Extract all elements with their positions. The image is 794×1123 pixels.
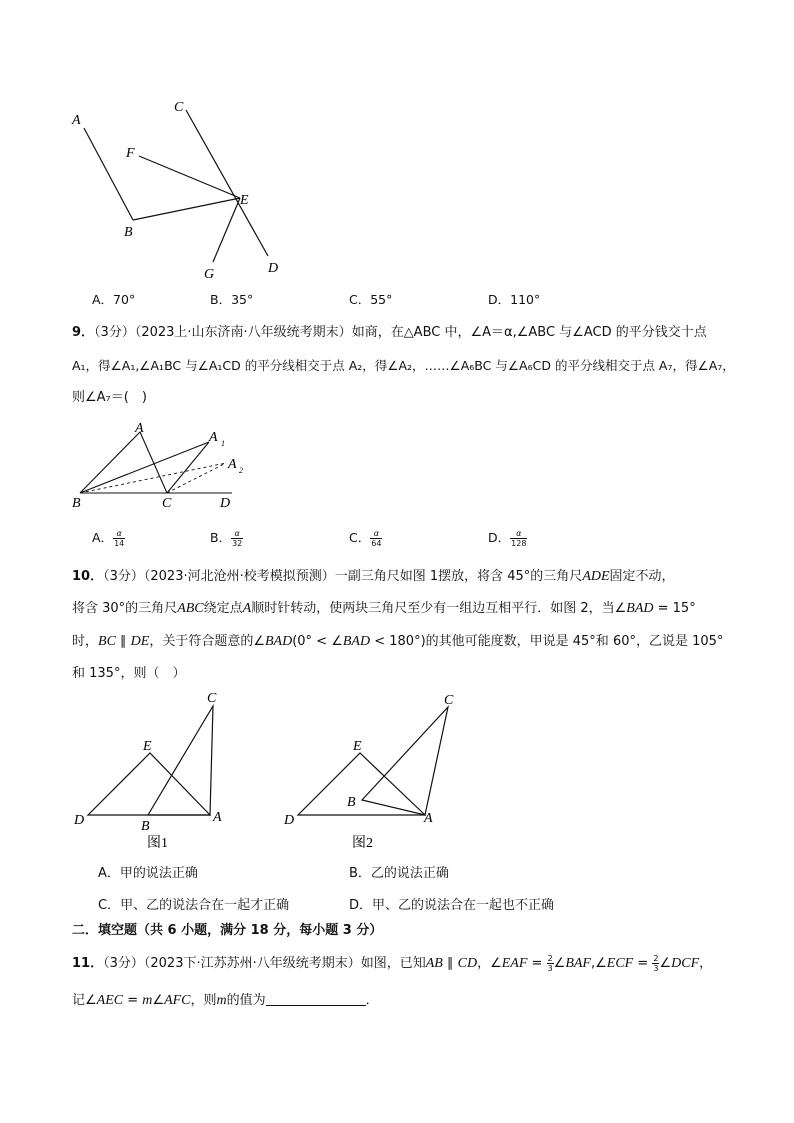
line-ba <box>80 432 140 493</box>
fig1-label-b: B <box>141 819 150 834</box>
segment-be <box>133 198 240 220</box>
label-f: F <box>126 146 135 161</box>
fig2-triangle-abc <box>362 707 448 815</box>
label-c: C <box>162 496 172 511</box>
q9-option-c: C． $\frac{\alpha}{64}$ <box>349 529 382 548</box>
q10-line1: 10．（3分）（2023·河北沧州·校考模拟预测）一副三角尺如图 1摆放，将含 45°的三角尺ADE固定不动， <box>72 569 675 584</box>
q11-line1: 11．（3分）（2023下·江苏苏州·八年级统考期末）如图，已知AB ∥ CD，∠EAF = $\frac{2}{3}$ ∠BAF,∠ECF = $\frac{2}{3}$ ∠DCF， <box>72 954 713 973</box>
label-b: B <box>72 496 81 511</box>
label-a1: A <box>209 430 218 445</box>
q10-option-a: A．甲的说法正确 <box>98 866 198 881</box>
fig1-label-a: A <box>213 810 222 825</box>
label-a1-sub: 1 <box>221 439 225 448</box>
q8-option-c: C．55° <box>349 292 393 307</box>
fig2-caption: 图2 <box>352 836 373 851</box>
q9-option-d: D． $\frac{\alpha}{128}$ <box>488 529 527 548</box>
figure-q9 <box>66 412 256 512</box>
label-c: C <box>174 100 184 115</box>
q10-option-b: B．乙的说法正确 <box>349 866 449 881</box>
q9-text1: 如商，在△ABC 中，∠A＝α,∠ABC 与∠ACD 的平分钱交十点 <box>351 325 707 340</box>
label-g: G <box>204 267 215 282</box>
q9-score: （3分） <box>94 325 135 340</box>
q9-option-a: A． $\frac{\alpha}{14}$ <box>92 529 125 548</box>
q11-line2: 记∠AEC = m∠AFC，则m的值为 ． <box>72 993 379 1008</box>
section-2-heading: 二．填空题（共 6 小题，满分 18 分，每小题 3 分） <box>72 923 383 938</box>
fig1-caption: 图1 <box>147 836 168 851</box>
q9-line2: A₁，得∠A₁,∠A₁BC 与∠A₁CD 的平分线相交于点 A₂，得∠A₂，……∠A₆BC 与∠A₆CD 的平分线相交于点 A₇，得∠A₇， <box>72 358 735 373</box>
fig1-triangle-ade <box>88 753 210 815</box>
q10-line3: 时，BC ∥ DE，关于符合题意的∠BAD(0° < ∠BAD < 180°)的其他可能度数，甲说是 45°和 60°，乙说是 105° <box>72 634 724 649</box>
q10-line4: 和 135°，则（ ） <box>72 666 186 681</box>
fig2-label-c: C <box>444 693 454 708</box>
q9-source: （2023上·山东济南·八年级统考期末） <box>134 325 352 340</box>
line-ca2 <box>167 463 226 493</box>
label-d: D <box>268 261 279 276</box>
line-ac <box>140 432 167 493</box>
fig2-label-d: D <box>284 813 295 828</box>
line-ba1 <box>80 442 209 493</box>
q11-answer-blank[interactable] <box>266 991 366 1006</box>
fig1-label-e: E <box>143 739 152 754</box>
label-a: A <box>135 421 144 436</box>
fig2-label-e: E <box>353 739 362 754</box>
fig2-label-b: B <box>347 795 356 810</box>
segment-eg <box>213 198 240 262</box>
q10-option-d: D．甲、乙的说法合在一起也不正确 <box>349 898 555 913</box>
fig2-label-a: A <box>424 811 433 826</box>
q9-number: 9． <box>72 325 95 340</box>
label-d: D <box>220 496 231 511</box>
fig1-label-c: C <box>207 691 217 706</box>
figure-q8 <box>60 90 300 290</box>
q8-option-a: A．70° <box>92 292 136 307</box>
q9-line3: 则∠A₇＝( ) <box>72 390 147 405</box>
fig1-label-d: D <box>74 813 85 828</box>
figure-q10 <box>68 686 468 854</box>
label-b: B <box>124 225 133 240</box>
q10-number: 10． <box>72 569 104 584</box>
segment-ab <box>84 128 133 220</box>
q10-line2: 将含 30°的三角尺ABC绕定点A顺时针转动，使两块三角尺至少有一组边互相平行．如图 2，当∠BAD = 15° <box>72 601 696 616</box>
q8-option-d: D．110° <box>488 292 541 307</box>
q9-line1 <box>72 323 707 343</box>
q8-option-b: B．35° <box>210 292 254 307</box>
fig2-triangle-ade <box>298 753 425 815</box>
label-a: A <box>72 113 81 128</box>
label-a2: A <box>228 457 237 472</box>
q10-option-c: C．甲、乙的说法合在一起才正确 <box>98 898 290 913</box>
line-ca1 <box>167 442 209 493</box>
segment-fe <box>139 156 240 198</box>
line-ba2 <box>80 463 226 493</box>
label-e: E <box>240 193 249 208</box>
label-a2-sub: 2 <box>239 466 243 475</box>
segment-cd <box>186 110 268 256</box>
q9-option-b: B． $\frac{\alpha}{32}$ <box>210 529 243 548</box>
